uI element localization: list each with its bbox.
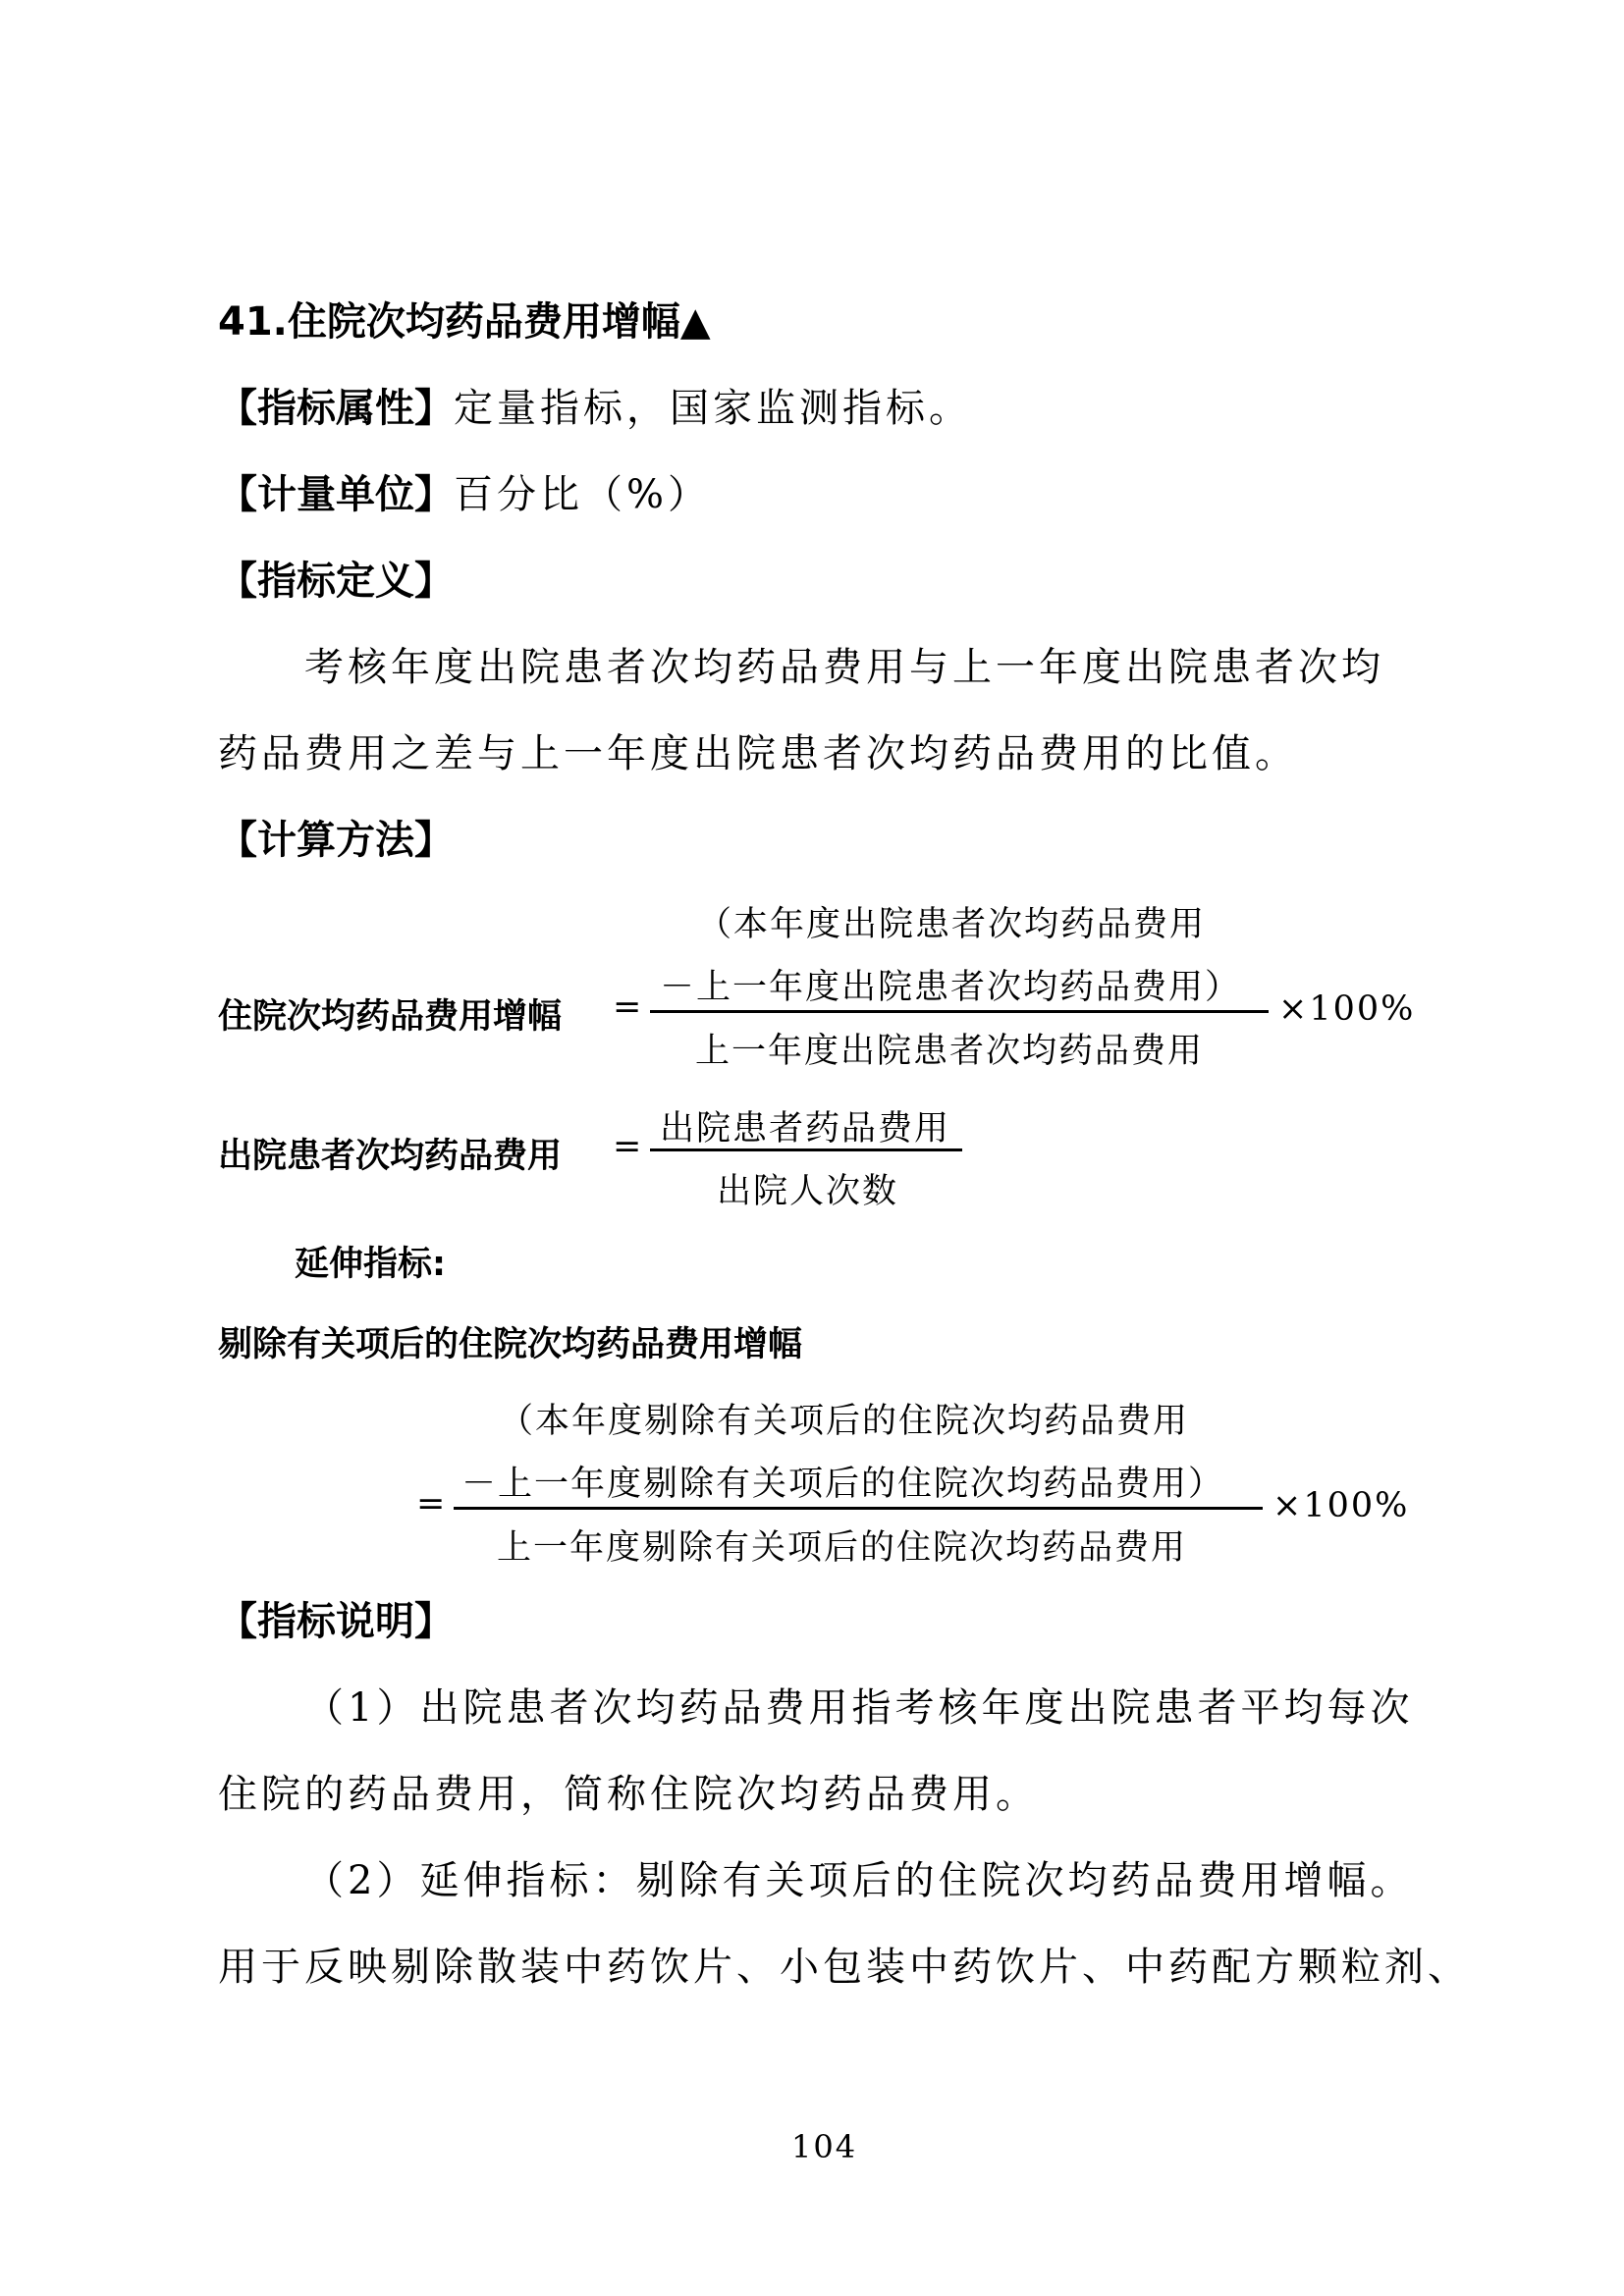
formula1-fraction-bar <box>650 1010 1269 1013</box>
attribute-text: 定量指标，国家监测指标。 <box>454 386 972 431</box>
description-label: 【指标说明】 <box>218 1599 454 1644</box>
description-line: 住院的药品费用，简称住院次均药品费用。 <box>218 1772 1039 1817</box>
definition-label: 【指标定义】 <box>218 559 454 604</box>
unit-text: 百分比（%） <box>454 472 712 517</box>
formula2-lhs: 出院患者次均药品费用 <box>218 1137 563 1176</box>
attribute-label: 【指标属性】 <box>218 386 454 431</box>
formula3-numerator-line2: －上一年度剔除有关项后的住院次均药品费用） <box>461 1465 1225 1504</box>
formula2-denominator: 出院人次数 <box>717 1172 899 1211</box>
page-number: 104 <box>791 2128 858 2165</box>
unit-row <box>218 463 711 519</box>
extension-label: 延伸指标: <box>295 1245 446 1284</box>
extension-title: 剔除有关项后的住院次均药品费用增幅 <box>218 1325 803 1364</box>
formula1-numerator-line2: －上一年度出院患者次均药品费用） <box>660 968 1242 1007</box>
formula3-numerator-line1: （本年度剔除有关项后的住院次均药品费用 <box>499 1402 1190 1441</box>
formula1-numerator-line1: （本年度出院患者次均药品费用 <box>697 905 1207 944</box>
formula1-lhs: 住院次均药品费用增幅 <box>218 997 563 1037</box>
formula2-fraction-bar <box>650 1148 962 1151</box>
formula1-multiplier: ×100% <box>1278 989 1416 1029</box>
definition-line: 考核年度出院患者次均药品费用与上一年度出院患者次均 <box>304 645 1384 690</box>
description-line: （2）延伸指标：剔除有关项后的住院次均药品费用增幅。 <box>304 1858 1414 1903</box>
definition-line: 药品费用之差与上一年度出院患者次均药品费用的比值。 <box>218 731 1298 776</box>
formula2-numerator: 出院患者药品费用 <box>660 1109 951 1148</box>
formula3-multiplier: ×100% <box>1272 1486 1410 1525</box>
unit-label: 【计量单位】 <box>218 472 454 517</box>
formula3-denominator: 上一年度剔除有关项后的住院次均药品费用 <box>497 1528 1188 1568</box>
section-title: 41.住院次均药品费用增幅▲ <box>218 299 711 345</box>
formula1-equals: = <box>613 988 644 1027</box>
method-label: 【计算方法】 <box>218 818 454 863</box>
formula1-denominator: 上一年度出院患者次均药品费用 <box>695 1032 1205 1071</box>
description-line: （1）出院患者次均药品费用指考核年度出院患者平均每次 <box>304 1685 1414 1731</box>
attribute-row <box>218 377 972 433</box>
formula3-fraction-bar <box>454 1507 1263 1510</box>
description-line: 用于反映剔除散装中药饮片、小包装中药饮片、中药配方颗粒剂、 <box>218 1945 1471 1990</box>
formula2-equals: = <box>613 1127 644 1166</box>
formula3-equals: = <box>416 1484 448 1523</box>
